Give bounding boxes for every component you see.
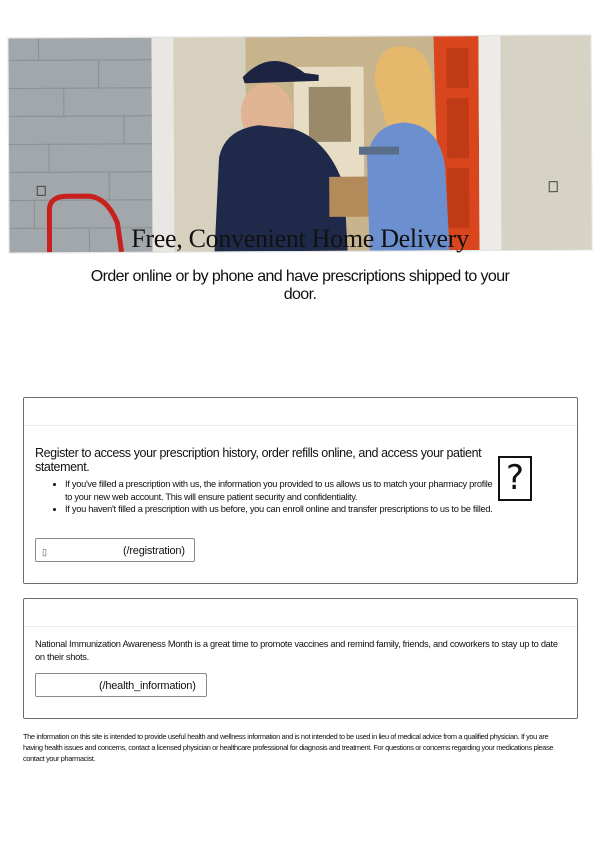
card-header <box>24 398 577 426</box>
health-information-button[interactable] <box>35 673 207 697</box>
register-button[interactable] <box>35 538 195 562</box>
hero-photo-illustration <box>8 35 591 252</box>
register-heading: Register to access your prescription history, order refills online, and access your patient statement. <box>35 446 482 474</box>
card-header <box>24 599 577 627</box>
register-card <box>23 397 578 584</box>
hero-subtitle: Order online or by phone and have prescriptions shipped to your door. <box>90 268 510 303</box>
register-bullets <box>48 478 495 516</box>
health-info-card <box>23 598 578 719</box>
question-mark-icon: ? <box>498 456 532 501</box>
list-item: • If you haven't filled a prescription with us before, you can enroll online and transfer prescriptions to us to be filled. <box>65 503 495 516</box>
list-item: • If you've filled a prescription with us, the information you provided to us allows us to match your pharmacy profile to your new web account. This will ensure patient security and confidentiality. <box>65 478 495 503</box>
health-button-label: (/health_information) <box>99 680 196 692</box>
hero-image <box>7 34 592 253</box>
immunization-text: National Immunization Awareness Month is a great time to promote vaccines and remind family, friends, and coworkers to stay up to date on their shots. <box>35 639 558 662</box>
hero-title: Free, Convenient Home Delivery <box>131 224 469 253</box>
disclaimer-text: The information on this site is intended to provide useful health and wellness information and is not intended to be used in lieu of medical advice from a qualified physician. If you are having health issues and concerns, contact a licensed physician or healthcare professional for diagnosis and treatment. For questions or concerns regarding your medications please contact your pharmacist. <box>23 732 554 763</box>
register-button-label: (/registration) <box>123 545 185 557</box>
broken-image-icon: ▯ <box>42 547 47 557</box>
